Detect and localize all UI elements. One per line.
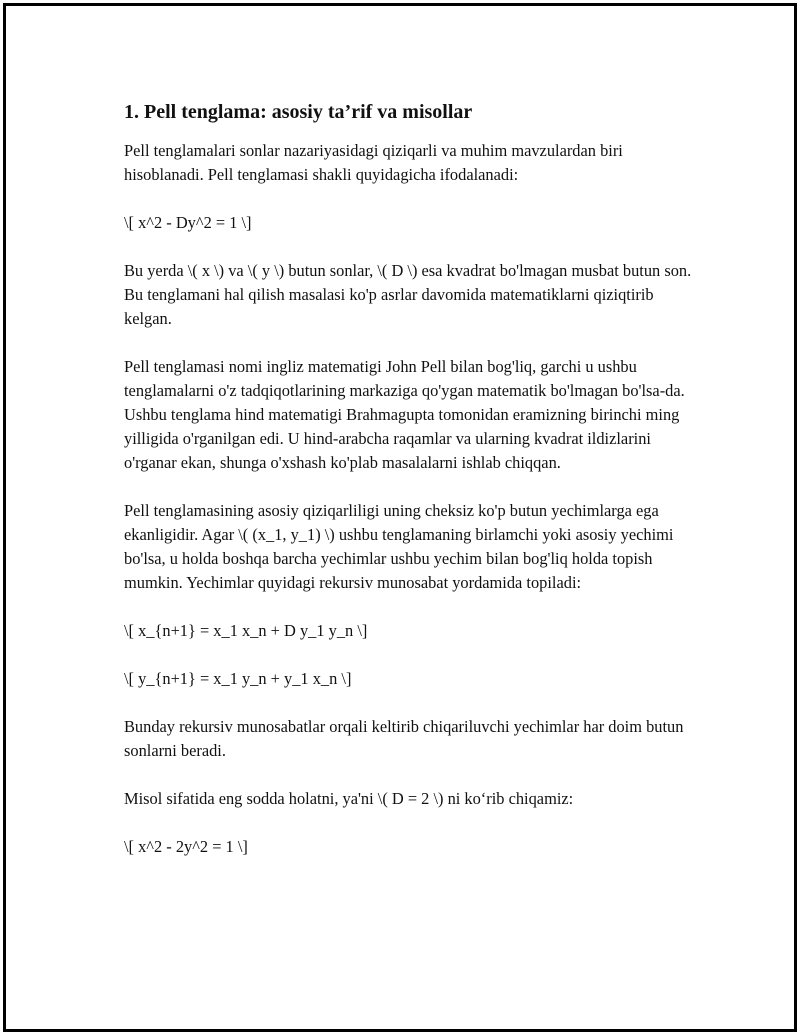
paragraph-example: Misol sifatida eng sodda holatni, ya'ni \( D = 2 \) ni ko‘rib chiqamiz: [124, 789, 574, 808]
equation-pell: \[ x^2 - Dy^2 = 1 \] [124, 213, 252, 232]
paragraph-definitions: Bu yerda \( x \) va \( y \) butun sonlar, \( D \) esa kvadrat bo'lmagan musbat butun son. Bu tenglamani hal qilish masalasi ko'p asrlar davomida matematiklarni qiziqtirib kelgan. [124, 261, 692, 328]
paragraph-history: Pell tenglamasi nomi ingliz matematigi John Pell bilan bog'liq, garchi u ushbu tenglamalarni o'z tadqiqotlarining markaziga qo'ygan matematik bo'lmagan bo'lsa-da. Ushbu tenglama hind matematigi Brahmagupta tomonidan eramizning birinchi ming yilligida o'rganilgan edi. U hind-arabcha raqamlar va ularning kvadrat ildizlarini o'rganar ekan, shunga o'xshash ko'plab masalalarni ishlab chiqqan. [124, 357, 685, 472]
section-title: 1. Pell tenglama: asosiy ta’rif va misollar [124, 101, 473, 123]
equation-example: \[ x^2 - 2y^2 = 1 \] [124, 837, 248, 856]
paragraph-intro: Pell tenglamalari sonlar nazariyasidagi qiziqarli va muhim mavzulardan biri hisoblanadi. Pell tenglamasi shakli quyidagicha ifodalanadi: [124, 141, 623, 184]
page-frame [3, 3, 797, 1032]
document-body [124, 99, 694, 883]
paragraph-integer-solutions: Bunday rekursiv munosabatlar orqali keltirib chiqariluvchi yechimlar har doim butun sonlarni beradi. [124, 717, 684, 760]
equation-recursion-x: \[ x_{n+1} = x_1 x_n + D y_1 y_n \] [124, 621, 368, 640]
equation-recursion-y: \[ y_{n+1} = x_1 y_n + y_1 x_n \] [124, 669, 352, 688]
paragraph-solutions: Pell tenglamasining asosiy qiziqarliligi uning cheksiz ko'p butun yechimlarga ega ekanligidir. Agar \( (x_1, y_1) \) ushbu tenglamaning birlamchi yoki asosiy yechimi bo'lsa, u holda boshqa barcha yechimlar ushbu yechim bilan bog'liq holda topish mumkin. Yechimlar quyidagi rekursiv munosabat yordamida topiladi: [124, 501, 674, 592]
